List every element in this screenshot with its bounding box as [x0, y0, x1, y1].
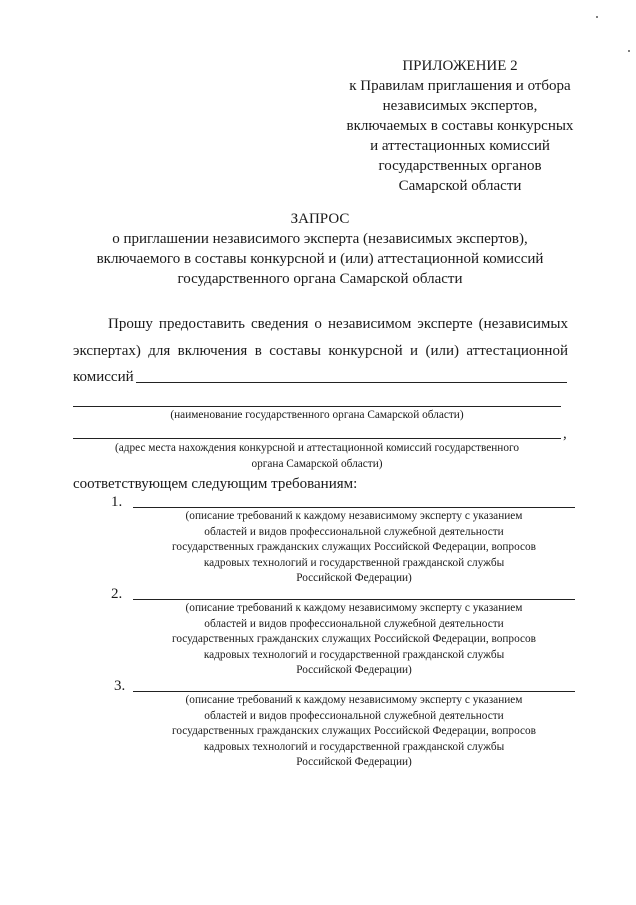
appendix-line: и аттестационных комиссий: [370, 138, 550, 154]
requirement-number: 2.: [111, 586, 123, 602]
request-line: государственного органа Самарской области: [177, 271, 463, 287]
requirement-hint: (описание требований к каждому независимому эксперту с указанием областей и видов профессиональной служебной деятельности государственных гражданских служащих Российской Федерации, вопросов кадровых технологий и государственной гражданской службы Российской Федерации): [171, 694, 537, 768]
requirement-hint: (описание требований к каждому независимому эксперту с указанием областей и видов профессиональной служебной деятельности государственных гражданских служащих Российской Федерации, вопросов кадровых технологий и государственной гражданской службы Российской Федерации): [171, 602, 537, 676]
appendix-line: независимых экспертов,: [382, 98, 538, 114]
request-line: включаемого в составы конкурсной и (или) аттестационной комиссий: [96, 251, 544, 267]
requirement-number: 1.: [111, 494, 123, 510]
appendix-line: государственных органов: [378, 158, 542, 174]
requirement-underline: [133, 691, 575, 692]
request-block: [60, 209, 580, 289]
requirements-intro: соответствующем следующим требованиям:: [73, 476, 358, 492]
request-line: о приглашении независимого эксперта (независимых экспертов),: [112, 231, 528, 247]
appendix-title: ПРИЛОЖЕНИЕ 2: [402, 58, 518, 74]
scan-speck: [628, 50, 630, 52]
appendix-line: к Правилам приглашения и отбора: [349, 78, 571, 94]
requirement-underline: [133, 599, 575, 600]
commission-underline: [136, 382, 567, 383]
org-name-underline: [73, 406, 561, 407]
requirement-underline: [133, 507, 575, 508]
appendix-line: Самарской области: [398, 178, 522, 194]
requirement-number: 3.: [114, 678, 126, 694]
address-comma: ,: [563, 426, 567, 442]
body-line-1: Прошу предоставить сведения о независимом эксперте (независимых: [108, 316, 568, 332]
org-name-hint: (наименование государственного органа Самарской области): [170, 409, 464, 421]
scan-speck: [596, 16, 598, 18]
requirement-hint: (описание требований к каждому независимому эксперту с указанием областей и видов профессиональной служебной деятельности государственных гражданских служащих Российской Федерации, вопросов кадровых технологий и государственной гражданской службы Российской Федерации): [171, 510, 537, 584]
body-line-3: комиссий: [73, 369, 134, 385]
request-title: ЗАПРОС: [290, 211, 350, 227]
appendix-line: включаемых в составы конкурсных: [346, 118, 574, 134]
address-underline: [73, 438, 561, 439]
address-hint: (адрес места нахождения конкурсной и аттестационной комиссий государственного органа Самарской области): [115, 442, 519, 470]
body-line-2: экспертах) для включения в составы конкурсной и (или) аттестационной: [73, 343, 568, 359]
appendix-block: [340, 56, 580, 196]
